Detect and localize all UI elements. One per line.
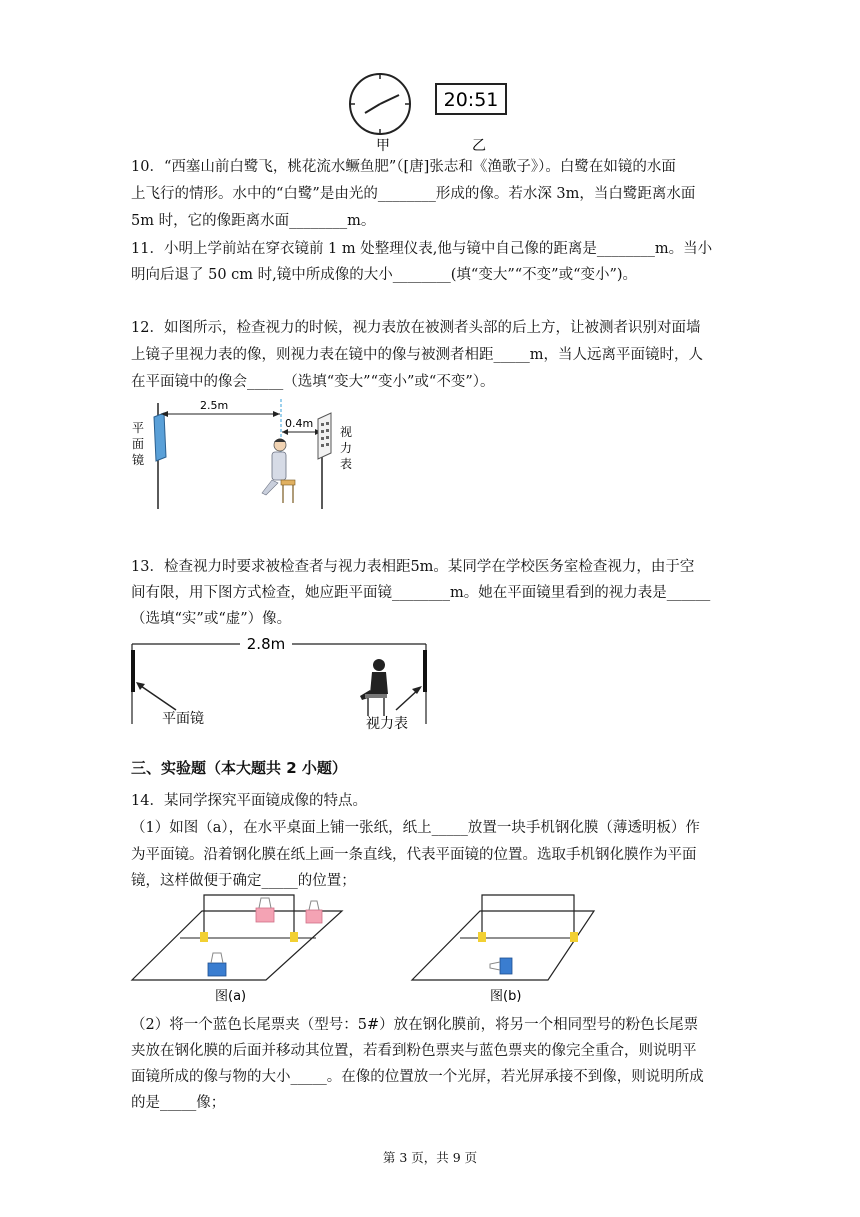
q14-part1-line-1: （1）如图（a），在水平桌面上铺一张纸，纸上_____放置一块手机钢化膜（薄透明板）作	[131, 820, 700, 836]
q13-line-2: 间有限，用下图方式检查，她应距平面镜________m。她在平面镜里看到的视力表是______	[131, 585, 711, 601]
chart-label: 视力表	[366, 716, 408, 732]
pink-clip-icon	[256, 898, 274, 922]
mirror-label: 平面镜	[162, 711, 204, 727]
yellow-clip-b2	[570, 932, 578, 942]
q14-part2-line-1: （2）将一个蓝色长尾票夹（型号：5#）放在钢化膜前，将另一个相同型号的粉色长尾票	[131, 1017, 699, 1033]
clock-figure	[340, 66, 520, 156]
mirror-label-3: 镜	[132, 453, 145, 467]
q14-part2-line-2: 夹放在钢化膜的后面并移动其位置，若看到粉色票夹与蓝色票夹的像完全重合，则说明平	[131, 1043, 697, 1059]
q14-part1-line-3: 镜，这样做便于确定_____的位置；	[131, 873, 356, 889]
section-heading: 三、实验题（本大题共 2 小题）	[131, 759, 347, 777]
person-icon	[262, 439, 295, 504]
mirror-icon	[154, 413, 166, 461]
chart-label-1: 视	[340, 425, 353, 439]
yellow-clip-a1	[200, 932, 208, 942]
clock-label-b: 乙	[472, 138, 486, 154]
q14-part1-line-2: 为平面镜。沿着钢化膜在纸上画一条直线，代表平面镜的位置。选取手机钢化膜作为平面	[131, 847, 697, 863]
chart-label-2: 力	[340, 441, 353, 455]
room-figure	[128, 632, 433, 736]
q14-intro: 14．某同学探究平面镜成像的特点。	[131, 793, 367, 809]
hour-hand	[365, 104, 380, 113]
eye-chart-icon	[318, 413, 331, 459]
digital-clock-display: 20:51	[443, 89, 499, 111]
yellow-clip-a2	[290, 932, 298, 942]
q10-line-3: 5m 时，它的像距离水面________m。	[131, 213, 376, 229]
q13-line-1: 13．检查视力时要求被检查者与视力表相距5m。某同学在学校医务室检查视力，由于空	[131, 559, 695, 575]
q10-line-2: 上飞行的情形。水中的“白鹭”是由光的________形成的像。若水深 3m，当白鹭距离水面	[131, 186, 696, 202]
q10-line-1: 10．“西塞山前白鹭飞，桃花流水鳜鱼肥”（[唐]张志和《渔歌子》）。白鹭在如镜的水面	[131, 159, 676, 175]
pink-clip-icon-2	[306, 901, 322, 923]
minute-hand	[380, 95, 399, 104]
seated-person-icon	[360, 659, 388, 716]
chart-label-3: 表	[340, 457, 353, 471]
q11-line-1: 11．小明上学前站在穿衣镜前 1 m 处整理仪表,他与镜中自己像的距离是________m。当小	[131, 241, 713, 257]
clock-label-a: 甲	[376, 138, 390, 154]
fig-a-label: 图(a)	[215, 989, 247, 1004]
mirror-label-1: 平	[132, 421, 145, 435]
q12-line-3: 在平面镜中的像会_____（选填“变大”“变小”或“不变”）。	[131, 374, 495, 390]
q12-line-1: 12．如图所示，检查视力的时候，视力表放在被测者头部的后上方，让被测者识别对面墙	[131, 320, 701, 336]
distance-label-2: 0.4m	[285, 417, 314, 430]
q11-line-2: 明向后退了 50 cm 时,镜中所成像的大小________(填“变大”“不变”或“变小”)。	[131, 267, 638, 283]
eye-exam-figure	[128, 395, 368, 515]
yellow-clip-b1	[478, 932, 486, 942]
q12-line-2: 上镜子里视力表的像，则视力表在镜中的像与被测者相距_____m，当人远离平面镜时，人	[131, 347, 703, 363]
q14-part2-line-4: 的是_____像；	[131, 1095, 226, 1111]
mirror-arrow	[138, 684, 176, 710]
mirror-label-2: 面	[132, 437, 145, 451]
page-footer: 第 3 页，共 9 页	[382, 1150, 478, 1165]
q14-part2-line-3: 面镜所成的像与物的大小_____。在像的位置放一个光屏，若光屏承接不到像，则说明所成	[131, 1069, 704, 1085]
q13-line-3: （选填“实”或“虚”）像。	[131, 611, 292, 627]
distance-label-1: 2.5m	[200, 399, 229, 412]
fig-b-label: 图(b)	[490, 989, 522, 1004]
room-width-label: 2.8m	[246, 635, 286, 653]
experiment-figure	[128, 890, 598, 1008]
